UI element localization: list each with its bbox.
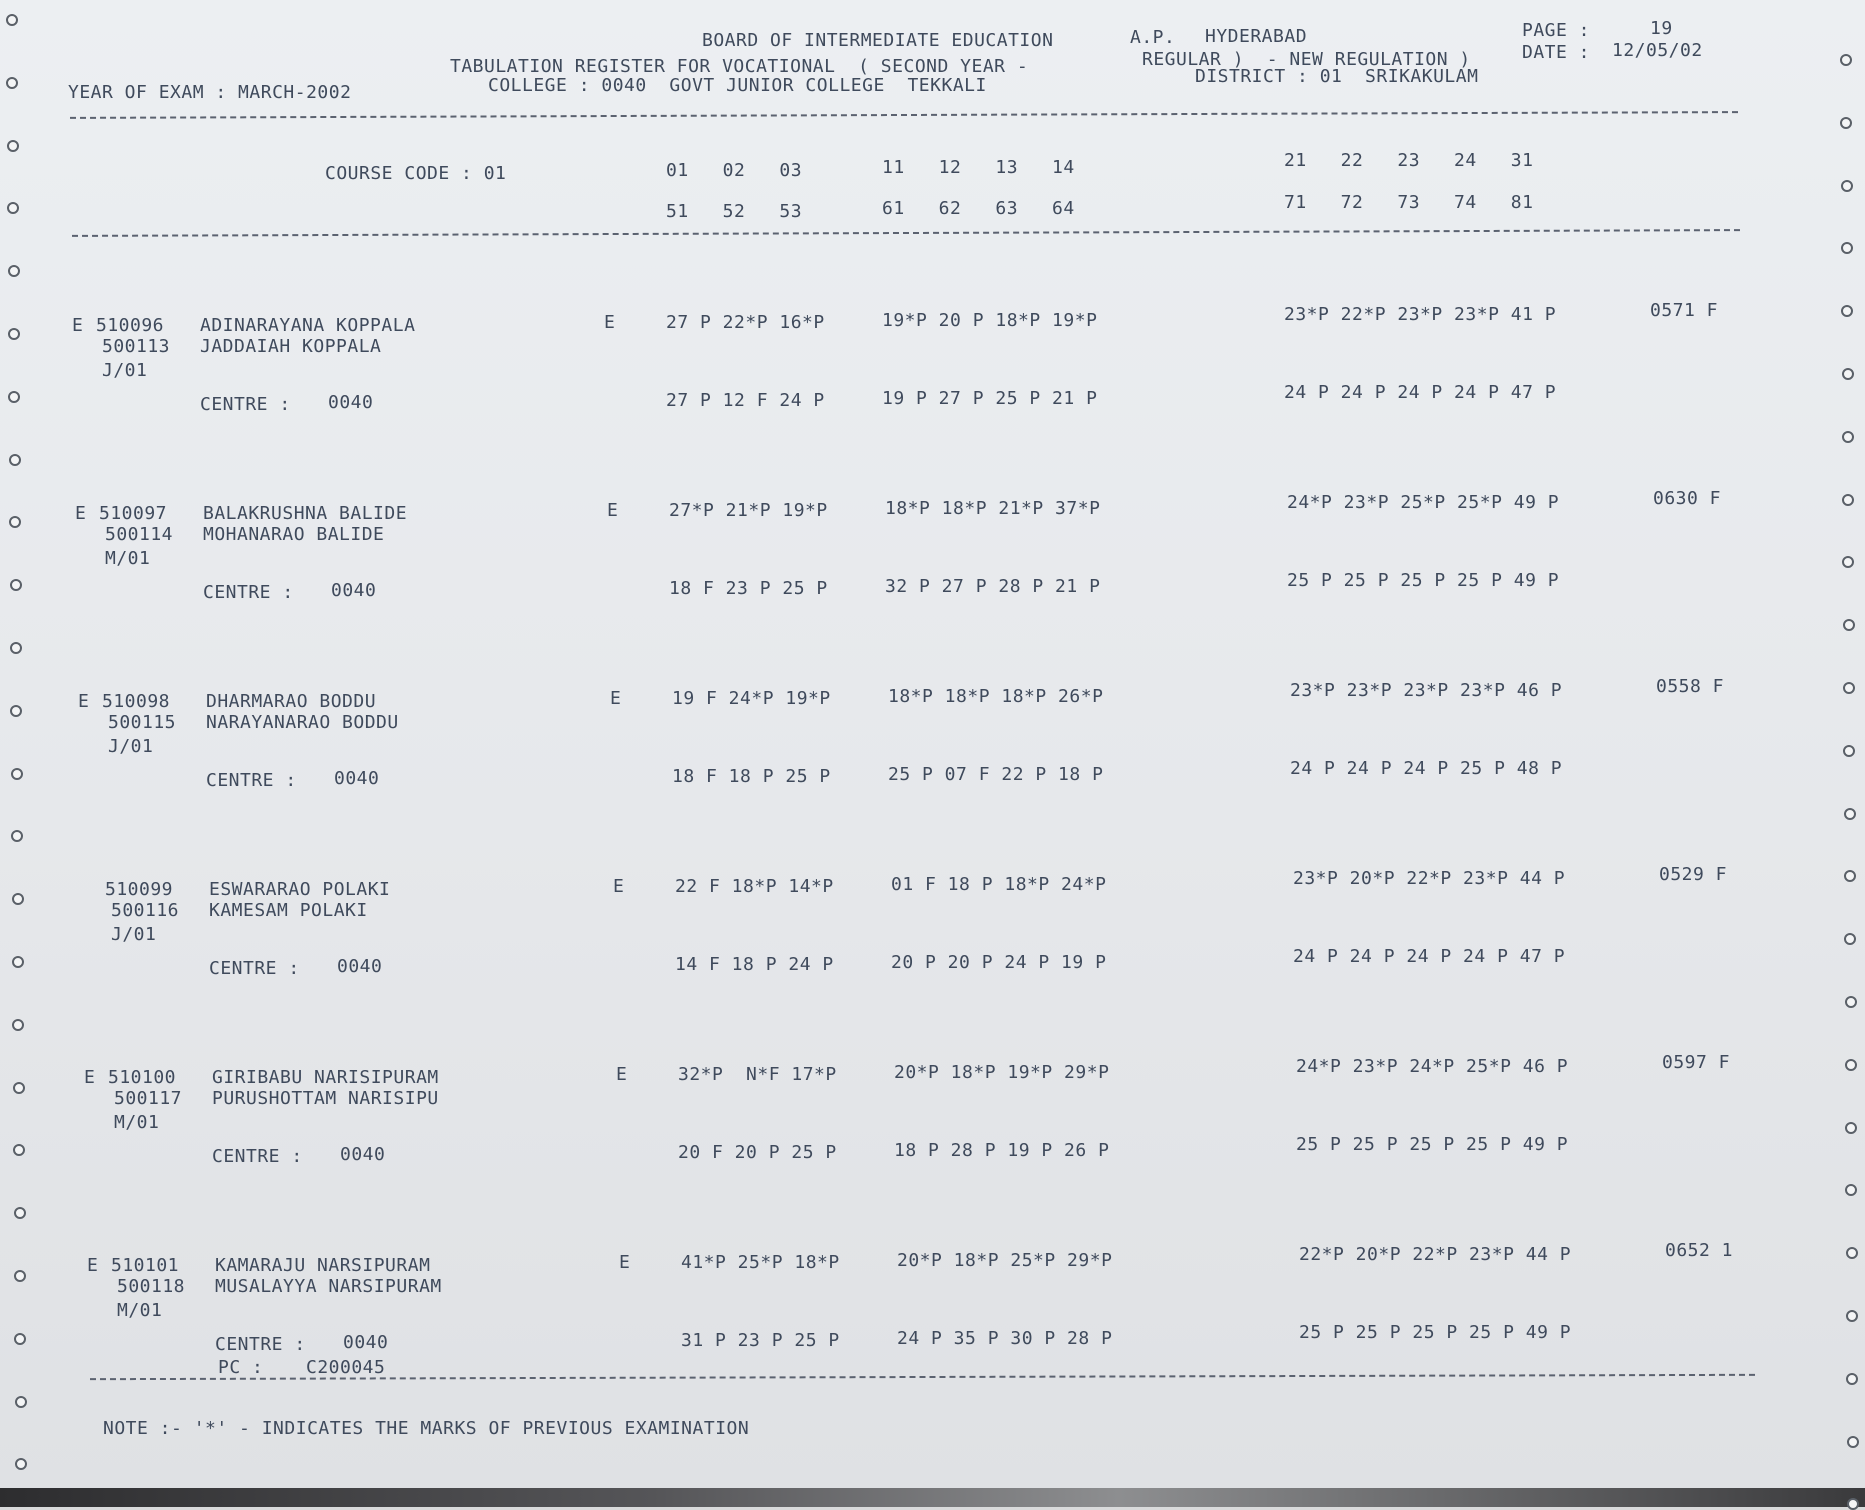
hall-ticket-number: 510097 bbox=[99, 503, 168, 524]
feed-hole bbox=[1844, 870, 1856, 882]
feed-hole bbox=[11, 768, 23, 780]
medium-code: E bbox=[610, 688, 622, 709]
hall-ticket-number: 510098 bbox=[102, 691, 171, 712]
pc-label: PC : bbox=[218, 1357, 264, 1378]
feed-hole bbox=[10, 705, 22, 717]
student-prefix: E bbox=[78, 691, 90, 712]
second-year-marks-group1: 14 F 18 P 24 P bbox=[675, 954, 834, 975]
first-year-marks-group2: 19*P 20 P 18*P 19*P bbox=[882, 310, 1098, 331]
centre-label: CENTRE : bbox=[203, 582, 294, 603]
second-year-marks-group3: 24 P 24 P 24 P 24 P 47 P bbox=[1293, 946, 1566, 967]
feed-hole bbox=[13, 1082, 25, 1094]
total-and-result: 0529 F bbox=[1659, 864, 1728, 885]
feed-hole bbox=[1842, 368, 1854, 380]
first-year-marks-group1: 41*P 25*P 18*P bbox=[681, 1252, 840, 1273]
regulation-label: REGULAR ) - NEW REGULATION ) bbox=[1142, 49, 1471, 70]
feed-hole bbox=[1846, 1373, 1858, 1385]
feed-hole bbox=[15, 1396, 27, 1408]
feed-hole bbox=[8, 328, 20, 340]
hall-ticket-number: 510100 bbox=[108, 1067, 177, 1088]
registration-number: 500117 bbox=[114, 1088, 183, 1109]
medium-code: E bbox=[619, 1252, 631, 1273]
second-year-marks-group3: 25 P 25 P 25 P 25 P 49 P bbox=[1296, 1134, 1569, 1155]
feed-hole bbox=[1844, 933, 1856, 945]
city-label: HYDERABAD bbox=[1205, 26, 1308, 47]
student-prefix: E bbox=[87, 1255, 99, 1276]
district-label: DISTRICT : 01 SRIKAKULAM bbox=[1195, 66, 1479, 87]
medium-code: E bbox=[607, 500, 619, 521]
first-year-marks-group3: 24*P 23*P 25*P 25*P 49 P bbox=[1287, 492, 1560, 513]
second-year-marks-group1: 27 P 12 F 24 P bbox=[666, 390, 825, 411]
hall-ticket-number: 510096 bbox=[96, 315, 165, 336]
centre-code: 0040 bbox=[343, 1332, 389, 1353]
centre-label: CENTRE : bbox=[212, 1146, 303, 1167]
state-label: A.P. bbox=[1130, 27, 1176, 48]
student-category: J/01 bbox=[111, 924, 157, 945]
feed-hole bbox=[15, 1458, 27, 1470]
feed-hole bbox=[1841, 305, 1853, 317]
feed-hole bbox=[7, 202, 19, 214]
second-year-marks-group1: 18 F 18 P 25 P bbox=[672, 766, 831, 787]
first-year-marks-group1: 19 F 24*P 19*P bbox=[672, 688, 831, 709]
student-category: M/01 bbox=[117, 1300, 163, 1321]
registration-number: 500114 bbox=[105, 524, 174, 545]
centre-code: 0040 bbox=[337, 956, 383, 977]
course-codes-row1-group3: 21 22 23 24 31 bbox=[1284, 150, 1534, 171]
total-and-result: 0630 F bbox=[1653, 488, 1722, 509]
second-year-marks-group2: 20 P 20 P 24 P 19 P bbox=[891, 952, 1107, 973]
feed-hole bbox=[7, 140, 19, 152]
centre-code: 0040 bbox=[340, 1144, 386, 1165]
second-year-marks-group3: 25 P 25 P 25 P 25 P 49 P bbox=[1299, 1322, 1572, 1343]
feed-hole bbox=[1842, 494, 1854, 506]
total-and-result: 0558 F bbox=[1656, 676, 1725, 697]
first-year-marks-group1: 32*P N*F 17*P bbox=[678, 1064, 837, 1085]
registration-number: 500115 bbox=[108, 712, 177, 733]
student-name: BALAKRUSHNA BALIDE bbox=[203, 503, 408, 524]
father-name: MOHANARAO BALIDE bbox=[203, 524, 385, 545]
course-codes-row2-group2: 61 62 63 64 bbox=[882, 198, 1075, 219]
feed-hole bbox=[10, 579, 22, 591]
student-category: J/01 bbox=[108, 736, 154, 757]
centre-code: 0040 bbox=[328, 392, 374, 413]
second-year-marks-group3: 24 P 24 P 24 P 25 P 48 P bbox=[1290, 758, 1563, 779]
register-title: TABULATION REGISTER FOR VOCATIONAL ( SECOND YEAR - bbox=[450, 56, 1029, 77]
feed-hole bbox=[1845, 1184, 1857, 1196]
date-label: DATE : bbox=[1522, 42, 1591, 63]
first-year-marks-group2: 01 F 18 P 18*P 24*P bbox=[891, 874, 1107, 895]
second-year-marks-group2: 19 P 27 P 25 P 21 P bbox=[882, 388, 1098, 409]
first-year-marks-group3: 23*P 23*P 23*P 23*P 46 P bbox=[1290, 680, 1563, 701]
feed-hole bbox=[9, 454, 21, 466]
feed-hole bbox=[14, 1270, 26, 1282]
second-year-marks-group2: 24 P 35 P 30 P 28 P bbox=[897, 1328, 1113, 1349]
feed-hole bbox=[12, 893, 24, 905]
second-year-marks-group1: 18 F 23 P 25 P bbox=[669, 578, 828, 599]
feed-hole bbox=[1843, 745, 1855, 757]
centre-code: 0040 bbox=[334, 768, 380, 789]
course-codes-row1-group1: 01 02 03 bbox=[666, 160, 803, 181]
feed-hole bbox=[12, 956, 24, 968]
first-year-marks-group2: 20*P 18*P 25*P 29*P bbox=[897, 1250, 1113, 1271]
first-year-marks-group3: 23*P 20*P 22*P 23*P 44 P bbox=[1293, 868, 1566, 889]
desk-edge bbox=[0, 1488, 1865, 1507]
college-label: COLLEGE : 0040 GOVT JUNIOR COLLEGE TEKKALI bbox=[488, 75, 987, 96]
registration-number: 500113 bbox=[102, 336, 171, 357]
registration-number: 500118 bbox=[117, 1276, 186, 1297]
course-codes-row1-group2: 11 12 13 14 bbox=[882, 157, 1075, 178]
first-year-marks-group3: 22*P 20*P 22*P 23*P 44 P bbox=[1299, 1244, 1572, 1265]
course-codes-row2-group1: 51 52 53 bbox=[666, 201, 803, 222]
feed-hole bbox=[1841, 242, 1853, 254]
feed-hole bbox=[1846, 1247, 1858, 1259]
centre-label: CENTRE : bbox=[200, 394, 291, 415]
centre-code: 0040 bbox=[331, 580, 377, 601]
student-prefix: E bbox=[72, 315, 84, 336]
first-year-marks-group3: 23*P 22*P 23*P 23*P 41 P bbox=[1284, 304, 1557, 325]
second-year-marks-group3: 24 P 24 P 24 P 24 P 47 P bbox=[1284, 382, 1557, 403]
feed-hole bbox=[1840, 117, 1852, 129]
feed-hole bbox=[1845, 1122, 1857, 1134]
first-year-marks-group1: 27 P 22*P 16*P bbox=[666, 312, 825, 333]
father-name: JADDAIAH KOPPALA bbox=[200, 336, 382, 357]
board-title: BOARD OF INTERMEDIATE EDUCATION bbox=[702, 30, 1054, 51]
feed-hole bbox=[1840, 54, 1852, 66]
student-name: GIRIBABU NARISIPURAM bbox=[212, 1067, 439, 1088]
date-value: 12/05/02 bbox=[1612, 40, 1703, 61]
centre-label: CENTRE : bbox=[209, 958, 300, 979]
second-year-marks-group2: 32 P 27 P 28 P 21 P bbox=[885, 576, 1101, 597]
first-year-marks-group2: 18*P 18*P 21*P 37*P bbox=[885, 498, 1101, 519]
tractor-feed-holes-right bbox=[1838, 0, 1865, 1490]
hall-ticket-number: 510099 bbox=[105, 879, 174, 900]
first-year-marks-group2: 20*P 18*P 19*P 29*P bbox=[894, 1062, 1110, 1083]
second-year-marks-group1: 20 F 20 P 25 P bbox=[678, 1142, 837, 1163]
feed-hole bbox=[14, 1333, 26, 1345]
exam-year: YEAR OF EXAM : MARCH-2002 bbox=[68, 82, 352, 103]
feed-hole bbox=[1841, 180, 1853, 192]
centre-label: CENTRE : bbox=[215, 1334, 306, 1355]
feed-hole bbox=[8, 265, 20, 277]
feed-hole bbox=[9, 516, 21, 528]
page-number: 19 bbox=[1650, 18, 1673, 39]
pc-code: C200045 bbox=[306, 1357, 386, 1378]
page-label: PAGE : bbox=[1522, 20, 1591, 41]
feed-hole bbox=[8, 391, 20, 403]
medium-code: E bbox=[616, 1064, 628, 1085]
feed-hole bbox=[10, 642, 22, 654]
course-codes-row2-group3: 71 72 73 74 81 bbox=[1284, 192, 1534, 213]
course-code-label: COURSE CODE : 01 bbox=[325, 163, 507, 184]
first-year-marks-group1: 27*P 21*P 19*P bbox=[669, 500, 828, 521]
second-year-marks-group1: 31 P 23 P 25 P bbox=[681, 1330, 840, 1351]
second-year-marks-group3: 25 P 25 P 25 P 25 P 49 P bbox=[1287, 570, 1560, 591]
feed-hole bbox=[1843, 619, 1855, 631]
student-category: M/01 bbox=[114, 1112, 160, 1133]
father-name: PURUSHOTTAM NARISIPU bbox=[212, 1088, 439, 1109]
feed-hole bbox=[6, 14, 18, 26]
feed-hole bbox=[1847, 1436, 1859, 1448]
student-name: KAMARAJU NARSIPURAM bbox=[215, 1255, 431, 1276]
feed-hole bbox=[12, 1019, 24, 1031]
feed-hole bbox=[13, 1144, 25, 1156]
total-and-result: 0571 F bbox=[1650, 300, 1719, 321]
feed-hole bbox=[1847, 1498, 1859, 1510]
feed-hole bbox=[1843, 682, 1855, 694]
first-year-marks-group3: 24*P 23*P 24*P 25*P 46 P bbox=[1296, 1056, 1569, 1077]
feed-hole bbox=[1845, 996, 1857, 1008]
feed-hole bbox=[1846, 1310, 1858, 1322]
feed-hole bbox=[11, 830, 23, 842]
first-year-marks-group2: 18*P 18*P 18*P 26*P bbox=[888, 686, 1104, 707]
first-year-marks-group1: 22 F 18*P 14*P bbox=[675, 876, 834, 897]
feed-hole bbox=[1842, 556, 1854, 568]
father-name: KAMESAM POLAKI bbox=[209, 900, 368, 921]
tractor-feed-holes-left bbox=[2, 0, 32, 1490]
feed-hole bbox=[14, 1207, 26, 1219]
note-text: NOTE :- '*' - INDICATES THE MARKS OF PREVIOUS EXAMINATION bbox=[103, 1418, 750, 1439]
second-year-marks-group2: 18 P 28 P 19 P 26 P bbox=[894, 1140, 1110, 1161]
feed-hole bbox=[1844, 808, 1856, 820]
father-name: NARAYANARAO BODDU bbox=[206, 712, 399, 733]
registration-number: 500116 bbox=[111, 900, 180, 921]
total-and-result: 0652 1 bbox=[1665, 1240, 1734, 1261]
student-name: ESWARARAO POLAKI bbox=[209, 879, 391, 900]
feed-hole bbox=[6, 77, 18, 89]
feed-hole bbox=[1845, 1059, 1857, 1071]
centre-label: CENTRE : bbox=[206, 770, 297, 791]
medium-code: E bbox=[613, 876, 625, 897]
student-prefix: E bbox=[75, 503, 87, 524]
hall-ticket-number: 510101 bbox=[111, 1255, 180, 1276]
student-name: DHARMARAO BODDU bbox=[206, 691, 377, 712]
student-category: M/01 bbox=[105, 548, 151, 569]
student-category: J/01 bbox=[102, 360, 148, 381]
student-prefix: E bbox=[84, 1067, 96, 1088]
feed-hole bbox=[1842, 431, 1854, 443]
second-year-marks-group2: 25 P 07 F 22 P 18 P bbox=[888, 764, 1104, 785]
total-and-result: 0597 F bbox=[1662, 1052, 1731, 1073]
student-name: ADINARAYANA KOPPALA bbox=[200, 315, 416, 336]
father-name: MUSALAYYA NARSIPURAM bbox=[215, 1276, 442, 1297]
medium-code: E bbox=[604, 312, 616, 333]
